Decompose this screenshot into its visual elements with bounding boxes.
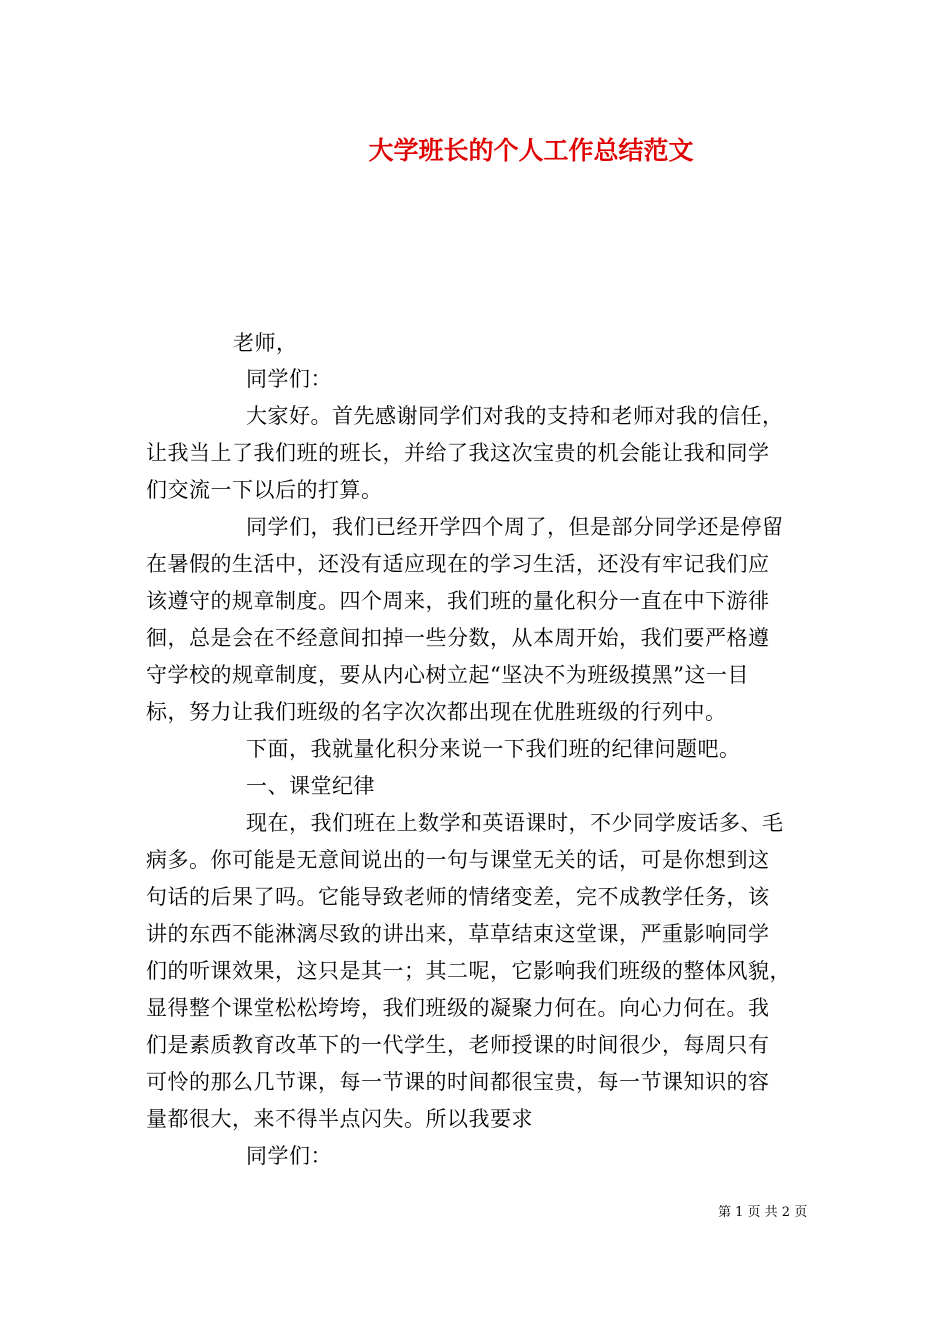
paragraph-line: 现在，我们班在上数学和英语课时，不少同学废话多、毛	[246, 811, 784, 835]
paragraph-line: 同学们：	[246, 1144, 332, 1168]
paragraph-line: 显得整个课堂松松垮垮，我们班级的凝聚力何在。向心力何在。我	[146, 996, 770, 1020]
paragraph-line: 可怜的那么几节课，每一节课的时间都很宝贵，每一节课知识的容	[146, 1070, 770, 1094]
paragraph-line: 们是素质教育改革下的一代学生，老师授课的时间很少，每周只有	[146, 1033, 770, 1057]
paragraph-line: 标，努力让我们班级的名字次次都出现在优胜班级的行列中。	[146, 700, 727, 724]
paragraph-line: 同学们，我们已经开学四个周了，但是部分同学还是停留	[246, 515, 784, 539]
salutation-teacher: 老师，	[233, 331, 298, 355]
paragraph-line: 们交流一下以后的打算。	[146, 478, 383, 502]
paragraph-line: 该遵守的规章制度。四个周来，我们班的量化积分一直在中下游徘	[146, 589, 770, 613]
section-heading: 一、课堂纪律	[246, 774, 375, 798]
paragraph-line: 徊，总是会在不经意间扣掉一些分数，从本周开始，我们要严格遵	[146, 626, 770, 650]
salutation-students: 同学们：	[246, 367, 332, 391]
paragraph-line: 们的听课效果，这只是其一；其二呢，它影响我们班级的整体风貌，	[146, 959, 791, 983]
paragraph-line: 让我当上了我们班的班长，并给了我这次宝贵的机会能让我和同学	[146, 441, 770, 465]
page-number: 第 1 页 共 2 页	[718, 1205, 808, 1220]
document-title: 大学班长的个人工作总结范文	[368, 136, 694, 165]
paragraph-line: 句话的后果了吗。它能导致老师的情绪变差，完不成教学任务，该	[146, 885, 770, 909]
paragraph-line: 大家好。首先感谢同学们对我的支持和老师对我的信任，	[246, 404, 784, 428]
paragraph-line: 守学校的规章制度，要从内心树立起“坚决不为班级摸黑”这一目	[146, 663, 749, 687]
paragraph-line: 病多。你可能是无意间说出的一句与课堂无关的话，可是你想到这	[146, 848, 770, 872]
paragraph-line: 下面，我就量化积分来说一下我们班的纪律问题吧。	[246, 737, 741, 761]
paragraph-line: 讲的东西不能淋漓尽致的讲出来，草草结束这堂课，严重影响同学	[146, 922, 770, 946]
paragraph-line: 在暑假的生活中，还没有适应现在的学习生活，还没有牢记我们应	[146, 552, 770, 576]
paragraph-line: 量都很大，来不得半点闪失。所以我要求	[146, 1107, 533, 1131]
